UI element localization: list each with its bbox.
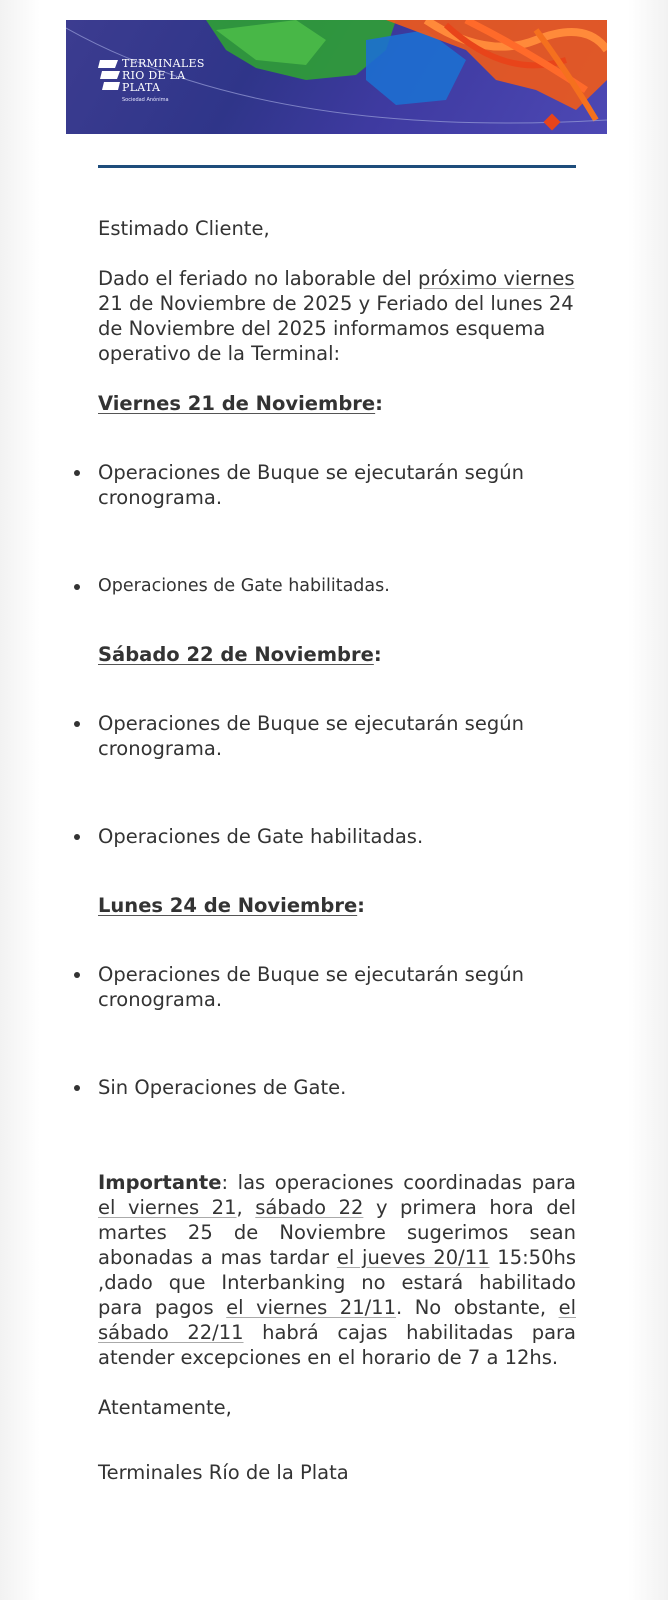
list-item: Operaciones de Gate habilitadas. — [98, 824, 576, 849]
intro-link[interactable]: próximo viernes — [417, 267, 575, 290]
signature: Terminales Río de la Plata — [98, 1461, 349, 1484]
closing: Atentamente, — [98, 1396, 232, 1419]
notice-link[interactable]: el jueves 20/11 — [336, 1246, 490, 1269]
flag-icon — [98, 58, 120, 92]
notice-link[interactable]: el viernes 21 — [98, 1196, 237, 1219]
greeting: Estimado Cliente, — [98, 217, 270, 240]
list-item: Operaciones de Buque se ejecutarán según cronograma. — [98, 711, 576, 761]
list-item: Sin Operaciones de Gate. — [98, 1075, 576, 1100]
header-divider — [98, 165, 576, 168]
section-heading-sabado: Sábado 22 de Noviembre: — [98, 643, 382, 666]
section-heading-lunes: Lunes 24 de Noviembre: — [98, 894, 365, 917]
intro-paragraph: Dado el feriado no laborable del próximo viernes 21 de Noviembre de 2025 y Feriado del lunes 24 de Noviembre del 2025 informamos esquema operativo de la Terminal: — [98, 267, 575, 365]
email-body — [98, 216, 576, 1485]
notice-link[interactable]: sábado 22 — [255, 1196, 364, 1219]
list-item: Operaciones de Gate habilitadas. — [98, 574, 576, 599]
header-banner — [66, 20, 607, 134]
logo-line-3: PLATA — [122, 81, 161, 94]
list-item: Operaciones de Buque se ejecutarán según cronograma. — [98, 460, 576, 510]
company-logo — [98, 58, 228, 118]
logo-subtitle: Sociedad Anónima — [122, 97, 169, 103]
important-notice: Importante: las operaciones coordinadas para el viernes 21, sábado 22 y primera hora del martes 25 de Noviembre sugerimos sean abonadas a mas tardar el jueves 20/11 15:50hs ,dado que Interbanking no estará habilitado para pagos el viernes 21/11. No obstante, el sábado 22/11 habrá cajas habilitadas para atender excepciones en el horario de 7 a 12hs. — [98, 1171, 577, 1369]
logo-line-2: RIO DE LA — [122, 69, 186, 82]
logo-line-1: TERMINALES — [122, 57, 205, 70]
notice-link[interactable]: el sábado 22/11 — [98, 1296, 576, 1344]
list-item: Operaciones de Buque se ejecutarán según cronograma. — [98, 962, 576, 1012]
notice-link[interactable]: el viernes 21/11 — [226, 1296, 396, 1319]
section-heading-viernes: Viernes 21 de Noviembre: — [98, 392, 383, 415]
